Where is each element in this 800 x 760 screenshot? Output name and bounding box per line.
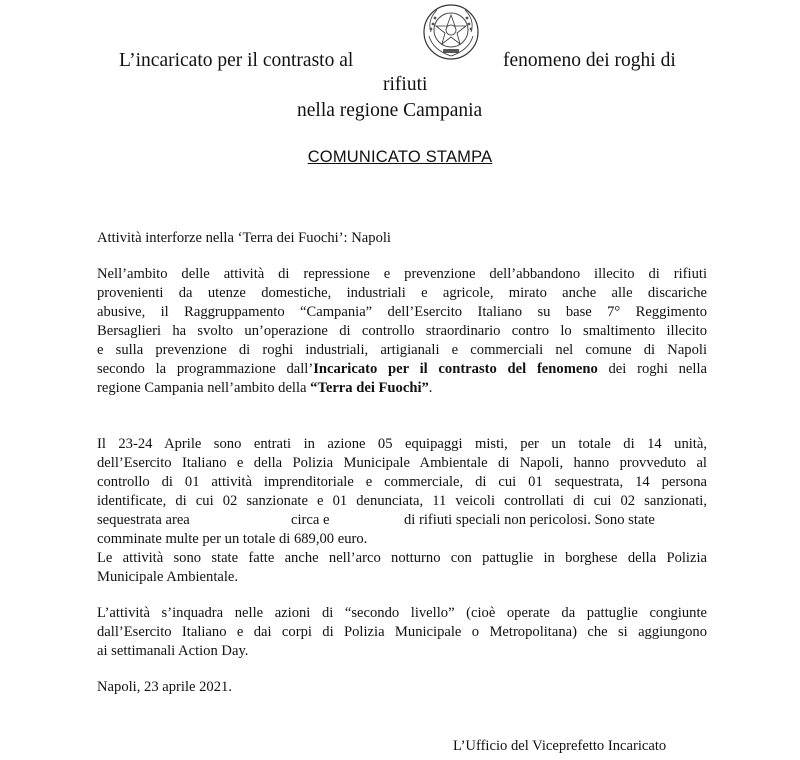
p2-line: Municipale Ambientale.: [97, 569, 239, 585]
p2-line: dell’Esercito Italiano e della Polizia Municipale Ambientale di Napoli, hanno provveduto al: [97, 455, 707, 471]
p1-line: e sulla prevenzione di roghi industriali, artigianali e commerciali nel comune di Napoli: [97, 342, 707, 358]
p3-line: ai settimanali Action Day.: [97, 643, 249, 659]
p2-line: Le attività sono state fatte anche nell’arco notturno con pattuglie in borghese della Polizia: [97, 550, 707, 566]
p2-line5-b: circa e: [291, 512, 330, 528]
p2-line: identificate, di cui 02 sanzionate e 01 denunciata, 11 veicoli controllati di cui 02 sanzionati,: [97, 493, 707, 509]
signature: L’Ufficio del Viceprefetto Incaricato: [453, 738, 667, 754]
p3-line: dall’Esercito Italiano e dai corpi di Polizia Municipale o Metropolitana) che si aggiungono: [97, 624, 707, 640]
p1-line: [97, 360, 707, 379]
p1-bold-incaricato: Incaricato per il contrasto del fenomeno: [313, 361, 598, 377]
p2-line5-a: sequestrata area: [97, 512, 190, 528]
date-line: Napoli, 23 aprile 2021.: [97, 679, 232, 695]
subject-line: Attività interforze nella ‘Terra dei Fuochi’: Napoli: [97, 230, 391, 246]
p1-line: provenienti da utenze domestiche, industriali e agricole, mirato anche alle discariche: [97, 285, 707, 301]
p1-bold-terra-dei-fuochi: “Terra dei Fuochi”: [310, 380, 429, 396]
p1-line6-pre: secondo la programmazione dall’: [97, 361, 314, 377]
header-line1-left: L’incaricato per il contrasto al: [119, 50, 354, 71]
header-line2: rifiuti: [383, 74, 428, 95]
header-line3: nella regione Campania: [297, 100, 483, 121]
p2-line5-c: di rifiuti speciali non pericolosi. Sono state: [404, 512, 655, 528]
p2-line: Il 23-24 Aprile sono entrati in azione 05 equipaggi misti, per un totale di 14 unità,: [97, 436, 707, 452]
p1-line: Bersaglieri ha svolto un’operazione di controllo straordinario contro lo smaltimento illecito: [97, 323, 707, 339]
p1-line6-post: dei roghi nella: [597, 361, 707, 377]
p2-line: controllo di 01 attività imprenditoriale e commerciale, di cui 01 sequestrata, 14 persona: [97, 474, 707, 490]
header-line1-right: fenomeno dei roghi di: [503, 50, 676, 71]
p3-line: L’attività s’inquadra nelle azioni di “secondo livello” (cioè operate da pattuglie congiunte: [97, 605, 707, 621]
p1-line: Nell’ambito delle attività di repressione e prevenzione dell’abbandono illecito di rifiuti: [97, 266, 707, 282]
page-title: COMUNICATO STAMPA: [307, 148, 493, 166]
p1-line7-post: .: [428, 380, 433, 396]
italian-republic-emblem-icon: [421, 2, 481, 62]
p1-line: abusive, il Raggruppamento “Campania” dell’Esercito Italiano su base 7° Reggimento: [97, 304, 707, 320]
p1-line: [97, 379, 707, 398]
p1-line7-pre: regione Campania nell’ambito della: [97, 380, 311, 396]
p2-line: comminate multe per un totale di 689,00 euro.: [97, 531, 368, 547]
